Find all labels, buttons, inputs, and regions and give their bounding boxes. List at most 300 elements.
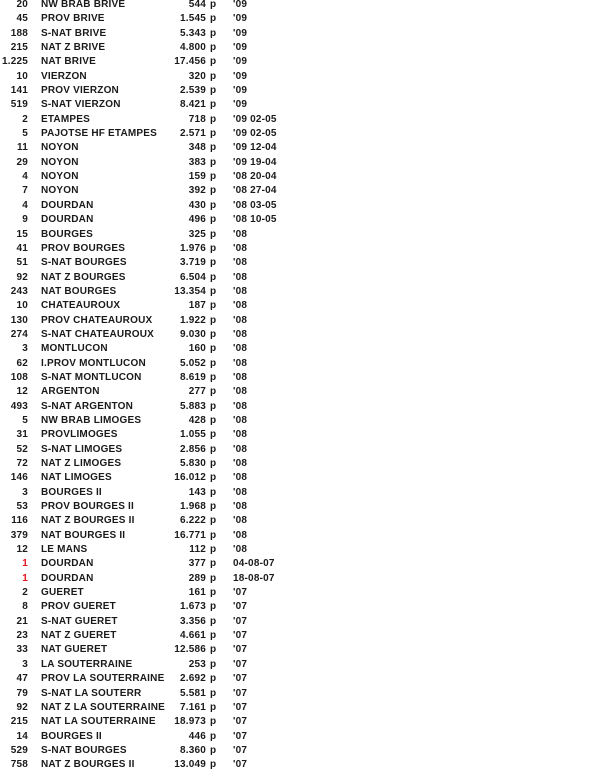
result-place: 7 — [22, 185, 28, 197]
result-place: 12 — [16, 386, 28, 398]
result-date: '09 — [233, 27, 248, 39]
result-date: '08 — [233, 443, 248, 455]
result-row — [0, 600, 300, 614]
result-participants: 5.052 — [179, 357, 206, 369]
result-unit: p — [210, 472, 217, 484]
result-race-name: NAT BOURGES II — [41, 529, 126, 541]
result-date: '09 02-05 — [233, 128, 277, 140]
result-unit: p — [210, 13, 217, 25]
result-row — [0, 184, 300, 198]
result-date: '08 — [233, 400, 248, 412]
result-unit: p — [210, 357, 217, 369]
result-date: '07 — [233, 658, 248, 670]
result-participants: 320 — [188, 70, 206, 82]
result-unit: p — [210, 601, 217, 613]
result-race-name: PROV CHATEAUROUX — [41, 314, 153, 326]
result-place: 215 — [10, 716, 28, 728]
result-place: 493 — [10, 400, 28, 412]
result-participants: 8.619 — [179, 371, 206, 383]
result-place: 1.225 — [1, 56, 28, 68]
result-unit: p — [210, 386, 217, 398]
result-unit: p — [210, 242, 217, 254]
result-race-name: BOURGES — [41, 228, 93, 240]
result-row — [0, 701, 300, 715]
result-place: 10 — [16, 300, 28, 312]
result-unit: p — [210, 99, 217, 111]
result-date: '08 — [233, 328, 248, 340]
result-place: 72 — [16, 458, 28, 469]
result-race-name: NAT Z BRIVE — [41, 42, 106, 54]
result-place: 519 — [10, 99, 28, 111]
result-row — [0, 557, 300, 571]
result-race-name: BOURGES II — [41, 730, 102, 742]
result-participants: 16.771 — [174, 529, 206, 541]
result-place: 92 — [16, 271, 28, 283]
result-date: '08 — [233, 371, 248, 383]
result-race-name: S-NAT GUERET — [41, 615, 118, 627]
result-race-name: NOYON — [41, 185, 79, 197]
result-date: '08 — [233, 458, 248, 469]
result-place: 146 — [10, 472, 28, 484]
result-row — [0, 199, 300, 213]
result-row — [0, 672, 300, 686]
result-row — [0, 170, 300, 184]
result-place: 11 — [17, 142, 28, 154]
result-participants: 17.456 — [174, 56, 206, 68]
result-date: '09 — [233, 85, 248, 97]
result-race-name: S-NAT BOURGES — [41, 257, 127, 269]
result-race-name: VIERZON — [41, 70, 87, 82]
result-unit: p — [210, 558, 217, 570]
result-participants: 159 — [188, 171, 206, 183]
result-unit: p — [210, 27, 217, 39]
result-date: '08 — [233, 386, 248, 398]
result-unit: p — [210, 113, 217, 125]
result-place: 33 — [16, 644, 28, 656]
result-place: 188 — [10, 27, 28, 39]
result-date: '08 — [233, 357, 248, 369]
result-race-name: DOURDAN — [41, 214, 94, 226]
result-row — [0, 70, 300, 84]
result-date: '07 — [233, 601, 248, 613]
result-place: 9 — [22, 214, 28, 226]
result-date: '07 — [233, 630, 248, 642]
result-place: 3 — [22, 486, 28, 498]
result-place: 31 — [16, 429, 28, 441]
result-place: 758 — [10, 759, 28, 771]
result-unit: p — [210, 658, 217, 670]
result-date: '09 12-04 — [233, 142, 277, 154]
result-unit: p — [210, 429, 217, 441]
result-place: 1 — [22, 558, 28, 570]
result-date: '07 — [233, 730, 248, 742]
result-date: 04-08-07 — [233, 558, 275, 570]
result-participants: 4.800 — [179, 42, 206, 54]
result-race-name: S-NAT LA SOUTERR — [41, 687, 142, 699]
result-race-name: PAJOTSE HF ETAMPES — [41, 128, 158, 140]
result-participants: 3.356 — [179, 615, 206, 627]
result-unit: p — [210, 300, 217, 312]
result-participants: 161 — [188, 587, 206, 599]
result-place: 2 — [22, 113, 28, 125]
result-place: 529 — [10, 744, 28, 756]
result-race-name: I.PROV MONTLUCON — [41, 357, 146, 369]
result-row — [0, 271, 300, 285]
result-race-name: ARGENTON — [41, 386, 100, 398]
result-participants: 446 — [188, 730, 206, 742]
result-place: 130 — [10, 314, 28, 326]
result-row — [0, 0, 300, 12]
result-row — [0, 457, 300, 471]
result-participants: 1.968 — [179, 501, 206, 513]
result-unit: p — [210, 644, 217, 656]
result-date: '07 — [233, 701, 248, 713]
result-place: 29 — [16, 156, 28, 168]
result-place: 3 — [22, 343, 28, 355]
result-row — [0, 228, 300, 242]
result-participants: 392 — [188, 185, 206, 197]
result-row — [0, 371, 300, 385]
result-unit: p — [210, 156, 217, 168]
result-participants: 8.421 — [179, 99, 206, 111]
result-place: 47 — [16, 673, 28, 685]
result-participants: 428 — [188, 414, 206, 426]
result-unit: p — [210, 673, 217, 685]
result-participants: 253 — [188, 658, 206, 670]
result-place: 20 — [16, 0, 28, 10]
result-place: 53 — [16, 501, 28, 513]
result-participants: 5.581 — [179, 687, 206, 699]
result-race-name: NOYON — [41, 156, 79, 168]
result-date: '08 — [233, 285, 248, 297]
result-date: '09 — [233, 0, 248, 10]
result-place: 41 — [16, 242, 28, 254]
result-place: 4 — [22, 171, 28, 183]
result-row — [0, 314, 300, 328]
result-participants: 2.539 — [179, 85, 206, 97]
result-race-name: NOYON — [41, 142, 79, 154]
result-date: '07 — [233, 615, 248, 627]
result-unit: p — [210, 759, 217, 771]
result-unit: p — [210, 730, 217, 742]
result-place: 4 — [22, 199, 28, 211]
result-participants: 6.222 — [179, 515, 206, 527]
result-date: '08 03-05 — [233, 199, 277, 211]
result-participants: 8.360 — [179, 744, 206, 756]
result-place: 243 — [10, 285, 28, 297]
result-place: 5 — [22, 128, 28, 140]
result-row — [0, 400, 300, 414]
result-place: 62 — [16, 357, 28, 369]
result-unit: p — [210, 199, 217, 211]
result-place: 108 — [10, 371, 28, 383]
result-row — [0, 12, 300, 26]
result-participants: 1.545 — [179, 13, 206, 25]
result-race-name: DOURDAN — [41, 572, 94, 584]
result-row — [0, 514, 300, 528]
result-date: '09 19-04 — [233, 156, 277, 168]
result-unit: p — [210, 70, 217, 82]
result-row — [0, 572, 300, 586]
result-race-name: CHATEAUROUX — [41, 300, 121, 312]
result-participants: 6.504 — [179, 271, 206, 283]
result-participants: 13.354 — [174, 285, 206, 297]
result-date: '08 — [233, 429, 248, 441]
result-place: 215 — [10, 42, 28, 54]
result-unit: p — [210, 0, 217, 10]
result-date: '08 — [233, 343, 248, 355]
result-participants: 1.976 — [179, 242, 206, 254]
result-participants: 1.055 — [179, 429, 206, 441]
result-participants: 430 — [188, 199, 206, 211]
result-unit: p — [210, 228, 217, 240]
result-row — [0, 687, 300, 701]
result-row — [0, 127, 300, 141]
result-row — [0, 586, 300, 600]
result-unit: p — [210, 458, 217, 469]
result-unit: p — [210, 128, 217, 140]
result-race-name: BOURGES II — [41, 486, 102, 498]
result-date: '07 — [233, 744, 248, 756]
result-race-name: NAT BOURGES — [41, 285, 117, 297]
result-row — [0, 730, 300, 744]
result-race-name: PROV LA SOUTERRAINE — [41, 673, 165, 685]
result-date: '07 — [233, 673, 248, 685]
result-date: '09 — [233, 56, 248, 68]
result-row — [0, 543, 300, 557]
result-unit: p — [210, 214, 217, 226]
result-race-name: NAT GUERET — [41, 644, 108, 656]
result-date: '08 — [233, 486, 248, 498]
result-row — [0, 156, 300, 170]
result-place: 379 — [10, 529, 28, 541]
result-participants: 348 — [188, 142, 206, 154]
result-date: '08 — [233, 271, 248, 283]
result-participants: 12.586 — [174, 644, 206, 656]
result-date: '07 — [233, 716, 248, 728]
result-race-name: NAT Z BOURGES II — [41, 515, 135, 527]
result-unit: p — [210, 630, 217, 642]
result-place: 79 — [16, 687, 28, 699]
result-race-name: LE MANS — [41, 544, 88, 556]
result-race-name: MONTLUCON — [41, 343, 108, 355]
result-unit: p — [210, 716, 217, 728]
result-participants: 377 — [188, 558, 206, 570]
result-date: '08 27-04 — [233, 185, 277, 197]
result-participants: 160 — [188, 343, 206, 355]
result-race-name: S-NAT BRIVE — [41, 27, 107, 39]
result-date: '08 — [233, 314, 248, 326]
result-place: 10 — [16, 70, 28, 82]
result-participants: 3.719 — [179, 257, 206, 269]
result-unit: p — [210, 56, 217, 68]
result-date: 18-08-07 — [233, 572, 275, 584]
result-row — [0, 27, 300, 41]
result-date: '07 — [233, 644, 248, 656]
result-participants: 112 — [189, 544, 206, 556]
result-row — [0, 285, 300, 299]
result-participants: 1.673 — [179, 601, 206, 613]
result-race-name: NAT Z BOURGES — [41, 271, 126, 283]
result-date: '08 — [233, 529, 248, 541]
result-race-name: DOURDAN — [41, 558, 94, 570]
result-participants: 1.922 — [179, 314, 206, 326]
result-row — [0, 443, 300, 457]
result-row — [0, 744, 300, 758]
result-unit: p — [210, 544, 217, 556]
result-place: 45 — [16, 13, 28, 25]
result-unit: p — [210, 615, 217, 627]
result-unit: p — [210, 687, 217, 699]
result-row — [0, 486, 300, 500]
result-race-name: NAT Z LA SOUTERRAINE — [41, 701, 165, 713]
result-unit: p — [210, 42, 217, 54]
result-participants: 4.661 — [179, 630, 206, 642]
result-row — [0, 55, 300, 69]
result-race-name: NW BRAB LIMOGES — [41, 414, 142, 426]
result-participants: 2.856 — [179, 443, 206, 455]
result-participants: 16.012 — [174, 472, 206, 484]
result-participants: 544 — [188, 0, 206, 10]
result-race-name: NAT LA SOUTERRAINE — [41, 716, 156, 728]
result-row — [0, 84, 300, 98]
result-unit: p — [210, 371, 217, 383]
result-race-name: GUERET — [41, 587, 84, 599]
result-participants: 13.049 — [174, 759, 206, 771]
result-date: '08 20-04 — [233, 171, 277, 183]
result-unit: p — [210, 501, 217, 513]
result-row — [0, 471, 300, 485]
result-row — [0, 715, 300, 729]
result-race-name: S-NAT VIERZON — [41, 99, 121, 111]
result-place: 116 — [11, 515, 28, 527]
result-date: '09 02-05 — [233, 113, 277, 125]
result-race-name: PROV BRIVE — [41, 13, 105, 25]
result-date: '08 — [233, 414, 248, 426]
result-row — [0, 529, 300, 543]
result-row — [0, 328, 300, 342]
result-race-name: NAT Z BOURGES II — [41, 759, 135, 771]
result-race-name: NAT Z GUERET — [41, 630, 117, 642]
result-row — [0, 385, 300, 399]
result-unit: p — [210, 486, 217, 498]
result-participants: 18.973 — [174, 716, 206, 728]
result-participants: 277 — [188, 386, 206, 398]
result-date: '08 — [233, 544, 248, 556]
result-row — [0, 615, 300, 629]
result-place: 23 — [16, 630, 28, 642]
result-race-name: NOYON — [41, 171, 79, 183]
result-race-name: DOURDAN — [41, 199, 94, 211]
result-place: 8 — [22, 601, 28, 613]
result-race-name: S-NAT LIMOGES — [41, 443, 123, 455]
result-date: '08 10-05 — [233, 214, 277, 226]
result-place: 14 — [16, 730, 28, 742]
result-unit: p — [210, 529, 217, 541]
result-place: 2 — [22, 587, 28, 599]
result-participants: 383 — [188, 156, 206, 168]
result-race-name: LA SOUTERRAINE — [41, 658, 133, 670]
result-row — [0, 98, 300, 112]
result-race-name: PROV GUERET — [41, 601, 116, 613]
result-date: '07 — [233, 687, 248, 699]
result-unit: p — [210, 343, 217, 355]
result-row — [0, 758, 300, 772]
result-row — [0, 113, 300, 127]
result-place: 1 — [22, 572, 28, 584]
result-unit: p — [210, 142, 217, 154]
result-unit: p — [210, 744, 217, 756]
result-date: '09 — [233, 99, 248, 111]
result-place: 52 — [16, 443, 28, 455]
result-unit: p — [210, 85, 217, 97]
result-unit: p — [210, 572, 217, 584]
result-row — [0, 357, 300, 371]
result-place: 15 — [16, 228, 28, 240]
result-race-name: NAT Z LIMOGES — [41, 458, 122, 469]
result-race-name: S-NAT ARGENTON — [41, 400, 134, 412]
result-participants: 2.692 — [179, 673, 206, 685]
result-row — [0, 242, 300, 256]
result-date: '07 — [233, 587, 248, 599]
result-place: 92 — [16, 701, 28, 713]
result-place: 141 — [10, 85, 28, 97]
result-date: '09 — [233, 42, 248, 54]
result-place: 5 — [22, 414, 28, 426]
result-row — [0, 299, 300, 313]
result-row — [0, 213, 300, 227]
result-date: '09 — [233, 70, 248, 82]
result-place: 274 — [10, 328, 28, 340]
result-participants: 143 — [188, 486, 206, 498]
result-race-name: S-NAT CHATEAUROUX — [41, 328, 155, 340]
result-unit: p — [210, 171, 217, 183]
result-race-name: PROV VIERZON — [41, 85, 119, 97]
result-unit: p — [210, 314, 217, 326]
result-participants: 5.343 — [179, 27, 206, 39]
result-participants: 187 — [188, 300, 206, 312]
result-unit: p — [210, 515, 217, 527]
result-row — [0, 428, 300, 442]
result-date: '08 — [233, 257, 248, 269]
result-row — [0, 629, 300, 643]
result-date: '09 — [233, 13, 248, 25]
result-unit: p — [210, 328, 217, 340]
result-unit: p — [210, 257, 217, 269]
result-participants: 496 — [188, 214, 206, 226]
result-date: '08 — [233, 501, 248, 513]
result-date: '08 — [233, 300, 248, 312]
result-unit: p — [210, 701, 217, 713]
result-place: 21 — [16, 615, 28, 627]
result-date: '07 — [233, 759, 248, 771]
result-row — [0, 41, 300, 55]
result-date: '08 — [233, 472, 248, 484]
result-date: '08 — [233, 242, 248, 254]
result-row — [0, 342, 300, 356]
result-row — [0, 643, 300, 657]
result-unit: p — [210, 414, 217, 426]
result-race-name: NAT LIMOGES — [41, 472, 112, 484]
result-place: 12 — [16, 544, 28, 556]
result-participants: 5.883 — [179, 400, 206, 412]
result-race-name: PROVLIMOGES — [41, 429, 118, 441]
result-participants: 325 — [188, 228, 206, 240]
result-date: '08 — [233, 515, 248, 527]
result-participants: 289 — [188, 572, 206, 584]
result-unit: p — [210, 587, 217, 599]
result-row — [0, 141, 300, 155]
